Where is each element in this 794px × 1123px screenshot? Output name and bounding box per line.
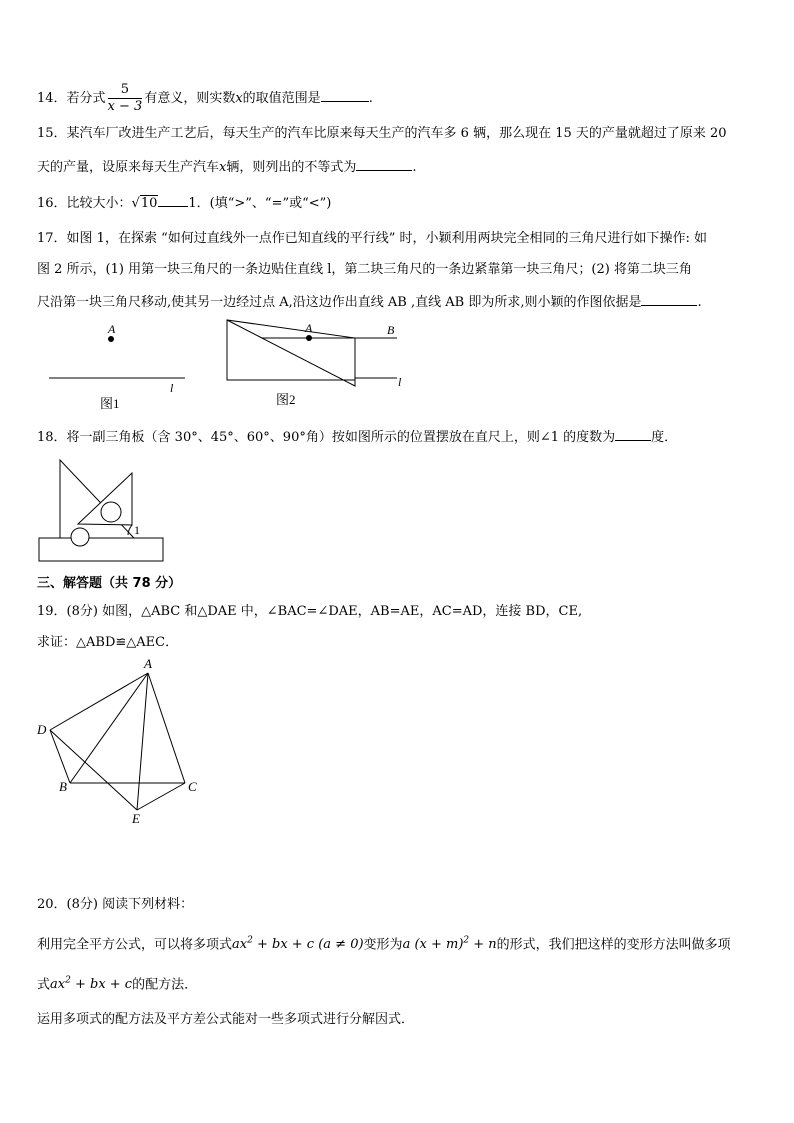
question-20-line1: 20．(8分) 阅读下列材料： [37,897,194,912]
q16-answer-blank[interactable] [158,192,188,207]
q14-prefix: 14．若分式 [37,91,106,106]
fig1-caption: 图1 [100,396,120,411]
question-20-line3 [37,972,197,994]
q19-figure [30,655,210,830]
q16-radicand: 10 [140,196,158,211]
segment-ad [50,673,148,730]
question-16 [37,192,331,213]
question-20-line4: 运用多项式的配方法及平方差公式能对一些多项式进行分解因式． [37,1012,415,1027]
q20-line3-b: 的配方法． [132,977,198,993]
q14-period: . [368,91,373,106]
question-19-line2: 求证：△ABD≌△AEC． [37,635,179,650]
q20-line2-b: 变形为 [363,937,403,953]
fig2-triangle-2 [227,320,355,386]
q16-prefix: 16．比较大小： [37,196,132,211]
q20-poly-2: $ax^2$ + bx + c [50,976,133,993]
q20-line3-a: 式 [37,977,51,993]
section-3-heading: 三、解答题（共 78 分） [37,576,182,591]
fig2-triangle-1 [227,320,355,380]
q18-figure [36,455,168,565]
q15-var: x [219,160,227,175]
triangle-1-hole [71,528,89,546]
q14-denominator: x − 3 [107,99,143,114]
q14-suffix: 有意义，则实数 [144,91,236,106]
fig2-label-a: A [305,321,313,335]
q15-answer-blank[interactable] [356,156,412,171]
q18-text: 18．将一副三角板（含 30°、45°、60°、90°角）按如图所示的位置摆放在直尺上，则∠1 的度数为 [37,430,616,445]
q14-numerator: 5 [108,82,143,99]
q15-period: . [412,160,417,175]
fig2-caption: 图2 [276,392,296,407]
question-18 [37,426,677,447]
q20-poly-form: a $(x + m)^2 + n$ [402,936,497,953]
q17-answer-blank[interactable] [641,291,697,306]
q20-poly-1: $ax^2$ + bx + c (a ≠ 0) [232,936,364,953]
angle-1-label: 1 [134,523,140,537]
question-20-line2 [37,932,731,954]
question-17-line2: 图 2 所示，(1) 用第一块三角尺的一条边贴住直线 l，第二块三角尺的一条边紧靠第一块三角尺；(2) 将第二块三角 [37,262,692,277]
q18-unit: 度． [651,430,678,445]
q16-suffix: 1．(填“>”、“=”或“<”) [188,196,332,211]
segment-de [50,730,137,810]
fig2-label-b: B [387,323,395,337]
question-15-line1: 15．某汽车厂改进生产工艺后，每天生产的汽车比原来每天生产的汽车多 6 辆，那么现在 15 天的产量就超过了原来 20 [37,126,727,141]
question-17-line1: 17．如图 1，在探索 “如何过直线外一点作已知直线的平行线” 时，小颖利用两块完全相同的三角尺进行如下操作: 如 [37,231,708,246]
q15-line2-b: 辆，则列出的不等式为 [226,160,357,175]
segment-ab [70,673,148,783]
label-d: D [37,722,47,737]
segment-ac [148,673,185,783]
triangle-2-hole [101,502,121,522]
label-e: E [132,811,140,826]
fig2-label-l: l [398,375,402,389]
fig1-label-l: l [170,381,174,395]
q17-period: . [697,295,702,310]
label-c: C [188,779,197,794]
q17-line3-text: 尺沿第一块三角尺移动,使其另一边经过点 A,沿这边作出直线 AB ,直线 AB 即为所求,则小颖的作图依据是 [37,295,642,310]
q18-answer-blank[interactable] [615,426,651,441]
q14-fraction [108,82,143,115]
ruler [39,538,163,561]
q20-line2-a: 利用完全平方公式，可以将多项式 [37,937,233,953]
question-17-line3 [37,291,702,312]
question-14 [37,82,373,115]
question-15-line2 [37,156,417,177]
q14-var: x [235,91,243,106]
q17-figure-1 [40,320,200,415]
label-a: A [144,656,152,671]
q16-sqrt: √10 [131,196,158,211]
fig1-point-a [108,336,114,342]
segment-ce [137,783,185,810]
label-b: B [59,779,67,794]
q14-answer-blank[interactable] [321,87,369,102]
segment-db [50,730,70,783]
question-19-line1: 19．(8分) 如图，△ABC 和△DAE 中，∠BAC=∠DAE，AB=AE，AC=AD，连接 BD，CE, [37,604,583,619]
fig2-point-a [306,335,312,341]
q15-line2-a: 天的产量，设原来每天生产汽车 [37,160,220,175]
q17-figure-2 [222,316,422,411]
fig1-label-a: A [108,322,116,336]
q14-end: 的取值范围是 [242,91,321,106]
q20-line2-c: 的形式，我们把这样的变形方法叫做多项 [496,937,731,953]
segment-ae [137,673,148,810]
